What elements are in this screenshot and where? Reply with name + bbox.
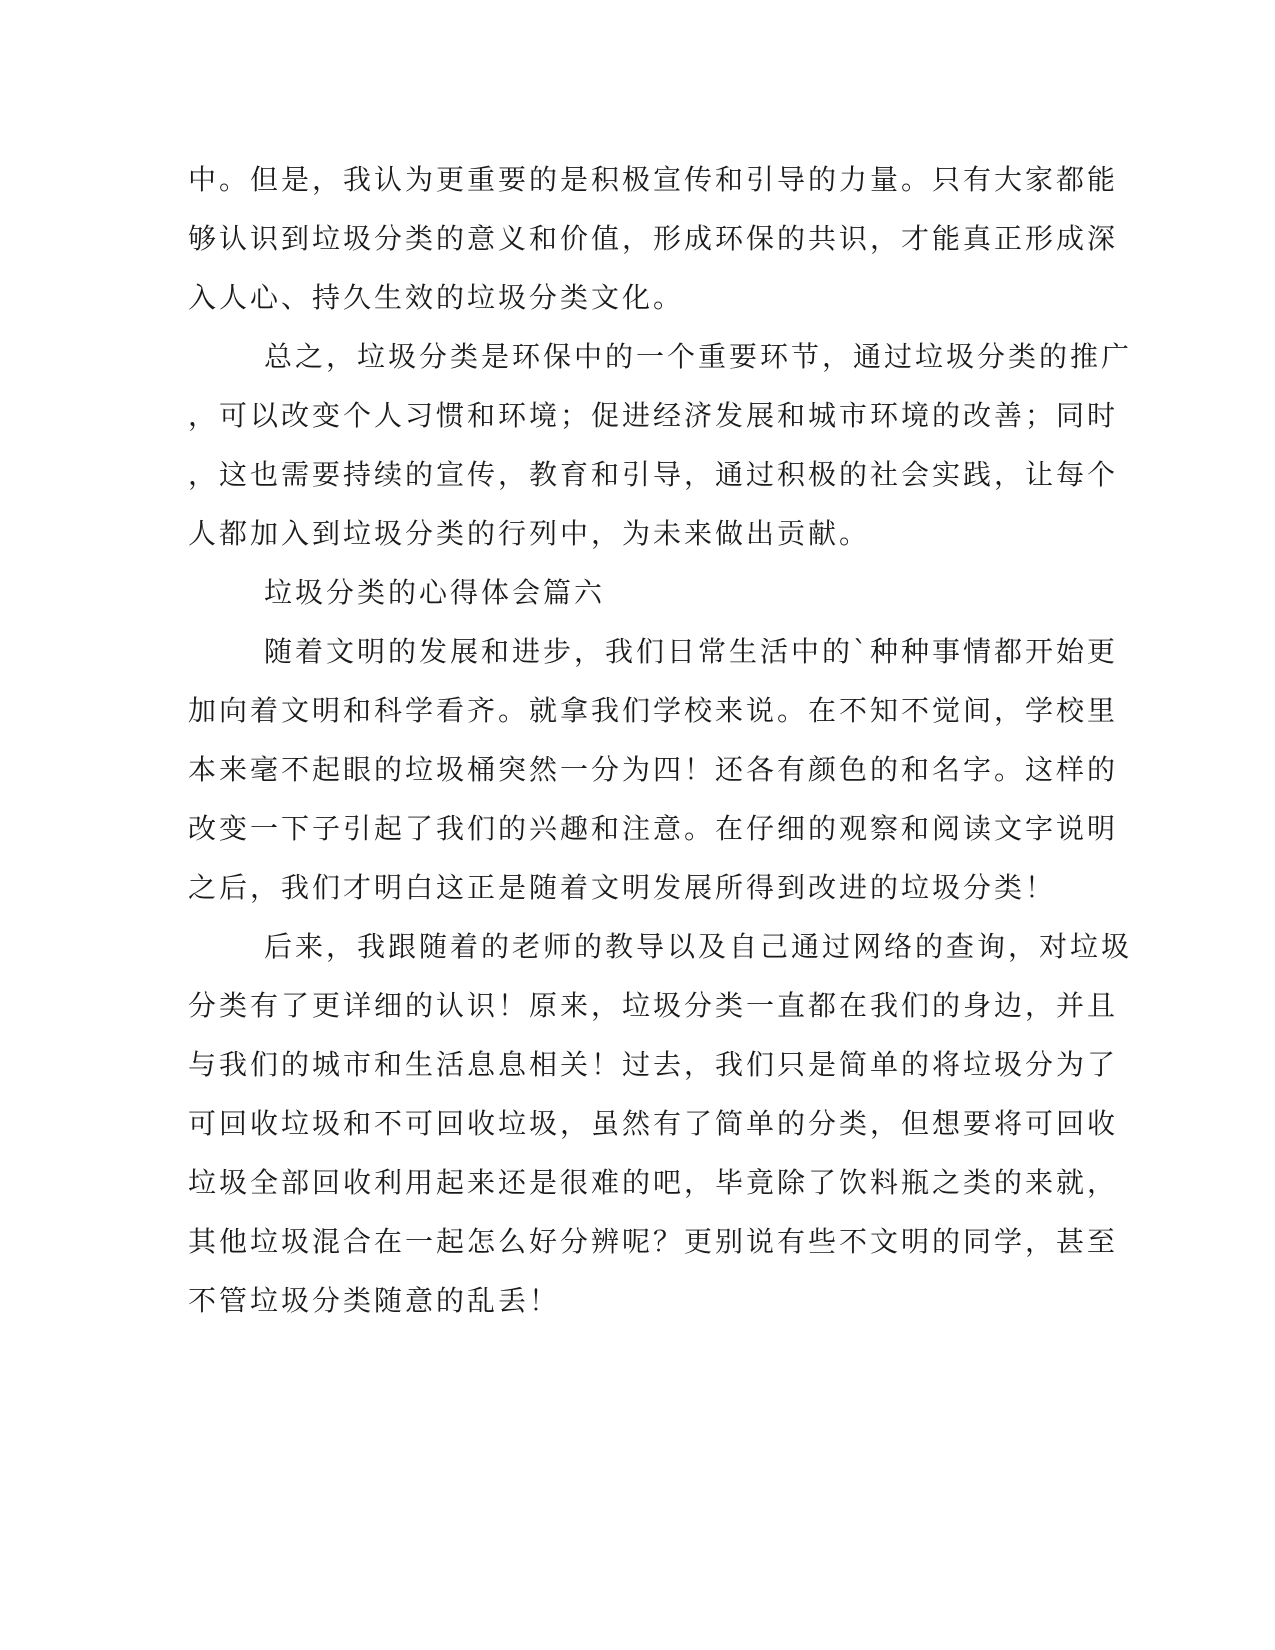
paragraph-1-line-1: 中。但是，我认为更重要的是积极宣传和引导的力量。只有大家都能 [188, 163, 1119, 196]
paragraph-4-line-4: 可回收垃圾和不可回收垃圾，虽然有了简单的分类，但想要将可回收 [188, 1107, 1119, 1140]
paragraph-1-line-3: 入人心、持久生效的垃圾分类文化。 [188, 281, 685, 314]
paragraph-1-line-2: 够认识到垃圾分类的意义和价值，形成环保的共识，才能真正形成深 [188, 222, 1119, 255]
section-title: 垃圾分类的心得体会篇六 [264, 576, 606, 609]
paragraph-2-line-3: ，这也需要持续的宣传，教育和引导，通过积极的社会实践，让每个 [188, 458, 1119, 491]
paragraph-4-line-7: 不管垃圾分类随意的乱丢！ [188, 1284, 561, 1317]
paragraph-3-line-2: 加向着文明和科学看齐。就拿我们学校来说。在不知不觉间，学校里 [188, 694, 1119, 727]
paragraph-3-line-4: 改变一下子引起了我们的兴趣和注意。在仔细的观察和阅读文字说明 [188, 812, 1119, 845]
paragraph-4-line-3: 与我们的城市和生活息息相关！过去，我们只是简单的将垃圾分为了 [188, 1048, 1119, 1081]
paragraph-4-line-2: 分类有了更详细的认识！原来，垃圾分类一直都在我们的身边，并且 [188, 989, 1119, 1022]
paragraph-3-line-5: 之后，我们才明白这正是随着文明发展所得到改进的垃圾分类！ [188, 871, 1057, 904]
paragraph-3-line-3: 本来毫不起眼的垃圾桶突然一分为四！还各有颜色的和名字。这样的 [188, 753, 1119, 786]
paragraph-4-line-6: 其他垃圾混合在一起怎么好分辨呢？更别说有些不文明的同学，甚至 [188, 1225, 1119, 1258]
paragraph-2-line-4: 人都加入到垃圾分类的行列中，为未来做出贡献。 [188, 517, 871, 550]
paragraph-3-line-1: 随着文明的发展和进步，我们日常生活中的`种种事情都开始更 [264, 635, 1119, 668]
paragraph-2-line-1: 总之，垃圾分类是环保中的一个重要环节，通过垃圾分类的推广 [264, 340, 1133, 373]
paragraph-4-line-1: 后来，我跟随着的老师的教导以及自己通过网络的查询，对垃圾 [264, 930, 1133, 963]
paragraph-4-line-5: 垃圾全部回收利用起来还是很难的吧，毕竟除了饮料瓶之类的来就， [188, 1166, 1119, 1199]
paragraph-2-line-2: ，可以改变个人习惯和环境；促进经济发展和城市环境的改善；同时 [188, 399, 1119, 432]
